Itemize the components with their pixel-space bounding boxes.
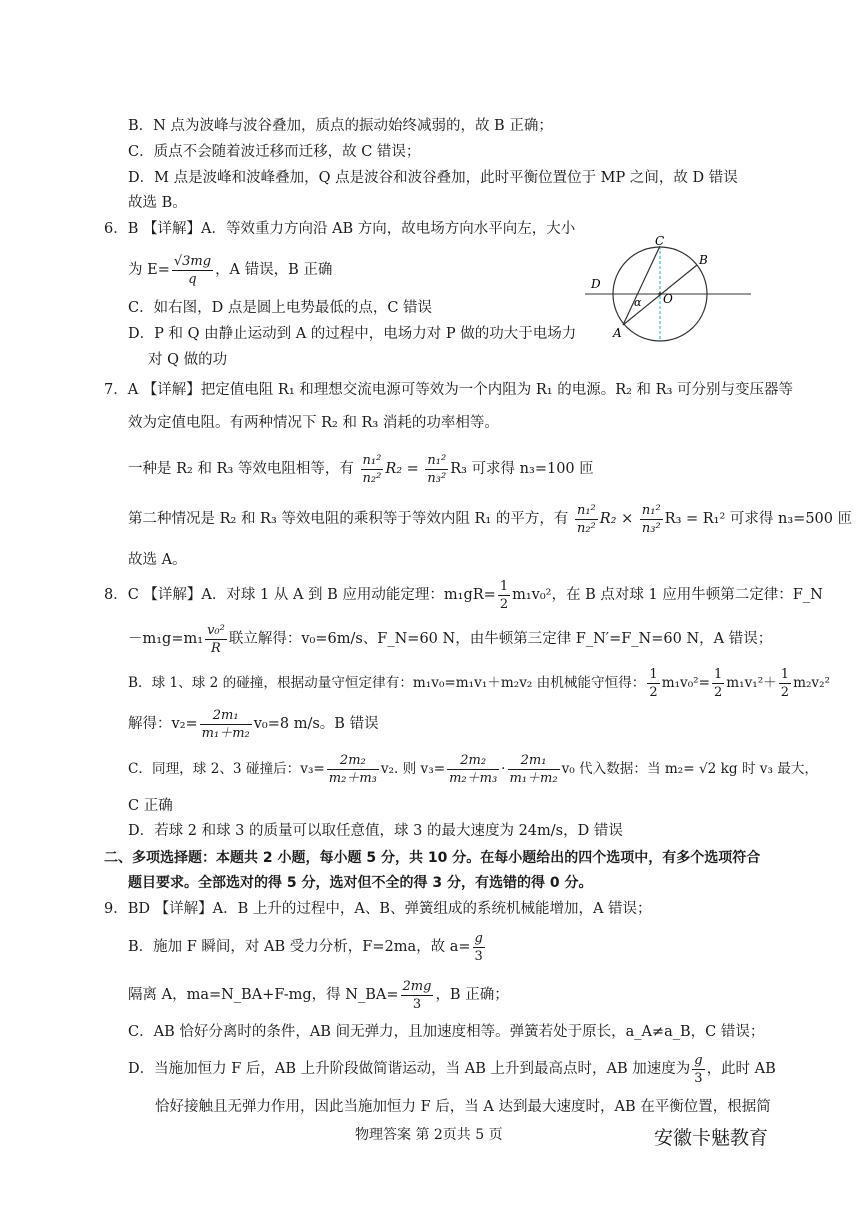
fraction-numerator: 1 bbox=[499, 578, 509, 594]
text-span: 隔离 A，ma=N_BA+F-mg，得 N_BA= bbox=[128, 987, 399, 1003]
fraction bbox=[712, 666, 724, 701]
text-span: m₁v₀²= bbox=[661, 675, 710, 691]
fraction bbox=[692, 1052, 704, 1087]
text-span: ，A 错误，B 正确 bbox=[215, 262, 333, 278]
text-line: B．N 点为波峰与波谷叠加，质点的振动始终减弱的，故 B 正确； bbox=[128, 118, 553, 134]
fraction bbox=[205, 622, 227, 657]
center-point bbox=[658, 292, 661, 295]
fraction-denominator: m₂＋m₃ bbox=[449, 771, 498, 786]
fraction-denominator: 3 bbox=[694, 1070, 703, 1086]
text-line bbox=[128, 705, 379, 743]
text-span: · bbox=[501, 761, 506, 777]
question-7-formula-2 bbox=[128, 500, 852, 538]
text-span: R₂ × bbox=[599, 511, 634, 527]
fraction-numerator: 2m₁ bbox=[200, 707, 252, 725]
question-7-line: 7．A 【详解】把定值电阻 R₁ 和理想交流电源可等效为一个内阻为 R₁ 的电源。R₂ 和 R₃ 可分别与变压器等 bbox=[104, 382, 793, 398]
text-span: m₂v₂² bbox=[793, 675, 830, 691]
fraction bbox=[200, 707, 252, 742]
fraction-denominator: q bbox=[188, 271, 197, 287]
text-line bbox=[128, 665, 830, 701]
fraction-denominator: m₂＋m₃ bbox=[328, 771, 377, 786]
text-line: C．质点不会随着波迁移而迁移，故 C 错误； bbox=[128, 144, 421, 160]
text-span: v₀=8 m/s。B 错误 bbox=[253, 716, 379, 732]
text-span: 解得：v₂= bbox=[128, 716, 198, 732]
fraction bbox=[498, 578, 510, 613]
label-b: B bbox=[699, 253, 708, 267]
fraction-denominator: n₃² bbox=[427, 470, 447, 486]
text-span: ，B 正确； bbox=[435, 987, 509, 1003]
fraction-numerator: 2mg bbox=[402, 978, 432, 994]
fraction-denominator: m₁＋m₂ bbox=[201, 725, 250, 741]
text-span: C．同理，球 2、3 碰撞后：v₃= bbox=[128, 761, 325, 777]
text-span: D．当施加恒力 F 后，AB 上升阶段做简谐运动，当 AB 上升到最高点时，AB 加速度为 bbox=[128, 1061, 691, 1077]
fraction-numerator: g bbox=[474, 930, 483, 946]
fraction-numerator: n₁² bbox=[641, 502, 661, 518]
fraction bbox=[575, 502, 598, 537]
fraction-numerator: 1 bbox=[649, 667, 658, 682]
text-line: C 正确 bbox=[128, 798, 173, 814]
fraction-numerator: 2m₂ bbox=[327, 752, 379, 770]
text-span: B．施加 F 瞬间，对 AB 受力分析，F=2ma，故 a= bbox=[128, 939, 471, 955]
text-span: R₂ = bbox=[385, 461, 419, 477]
question-8-line bbox=[104, 577, 823, 613]
text-span: 第二种情况是 R₂ 和 R₃ 等效电阻的乘积等于等效内阻 R₁ 的平方，有 bbox=[128, 511, 569, 527]
text-line: 故选 B。 bbox=[128, 195, 187, 211]
question-7-formula-1 bbox=[128, 450, 594, 488]
text-span: －m₁g=m₁ bbox=[128, 631, 204, 647]
text-span: m₁v₁²＋ bbox=[726, 675, 777, 691]
fraction-numerator: 1 bbox=[780, 667, 790, 682]
text-span: 为 E= bbox=[128, 262, 170, 278]
text-line: 恰好接触且无弹力作用，因此当施加恒力 F 后，当 A 达到最大速度时，AB 在平衡位置，根据简 bbox=[155, 1099, 771, 1115]
fraction-denominator: 2 bbox=[780, 685, 790, 700]
fraction bbox=[779, 666, 791, 701]
fraction bbox=[647, 666, 659, 701]
text-span: B．球 1、球 2 的碰撞，根据动量守恒定律有：m₁v₀=m₁v₁＋m₂v₂ 由机械能守恒得： bbox=[128, 675, 646, 691]
fraction-numerator: n₁² bbox=[362, 452, 382, 468]
fraction-numerator: √3mg bbox=[173, 253, 212, 269]
fraction bbox=[401, 978, 434, 1013]
fraction-denominator: n₂² bbox=[576, 520, 596, 536]
text-span: m₁v₀²，在 B 点对球 1 应用牛顿第二定律：F_N bbox=[512, 587, 823, 603]
fraction bbox=[447, 752, 499, 787]
section-heading: 二、多项选择题：本题共 2 小题，每小题 5 分，共 10 分。在每小题给出的四个选项中，有多个选项符合 bbox=[104, 850, 761, 866]
label-a: A bbox=[613, 326, 622, 340]
fraction-denominator: 2 bbox=[499, 596, 509, 612]
question-6-line: 6．B 【详解】A．等效重力方向沿 AB 方向，故电场方向水平向左，大小 bbox=[104, 221, 576, 237]
text-span: 8．C 【详解】A．对球 1 从 A 到 B 应用动能定理：m₁gR= bbox=[104, 587, 496, 603]
brand-watermark: 安徽卡魅教育 bbox=[654, 1127, 769, 1149]
fraction bbox=[425, 452, 448, 487]
fraction-denominator: 2 bbox=[714, 685, 723, 700]
label-c: C bbox=[655, 234, 665, 248]
text-span: R₃ 可求得 n₃=100 匝 bbox=[450, 461, 594, 477]
text-line: 故选 A。 bbox=[128, 552, 187, 568]
question-6-formula-line bbox=[128, 252, 332, 288]
label-d: D bbox=[591, 277, 601, 291]
text-line bbox=[128, 928, 487, 966]
text-line bbox=[128, 976, 509, 1014]
text-span: 联立解得：v₀=6m/s、F_N=60 N，由牛顿第三定律 F_N′=F_N=60 N，A 错误； bbox=[228, 631, 773, 647]
question-9-line: 9．BD 【详解】A．B 上升的过程中，A、B、弹簧组成的系统机械能增加，A 错误； bbox=[104, 901, 652, 917]
fraction-denominator: R bbox=[211, 640, 221, 656]
text-line: C．如右图，D 点是圆上电势最低的点，C 错误 bbox=[128, 300, 433, 316]
fraction-denominator: n₃² bbox=[641, 520, 661, 536]
fraction-denominator: 3 bbox=[474, 948, 483, 964]
text-line: 对 Q 做的功 bbox=[148, 352, 228, 368]
fraction-denominator: 2 bbox=[649, 685, 658, 700]
circle-diagram bbox=[585, 232, 755, 347]
fraction bbox=[473, 930, 485, 965]
text-span: ，此时 AB bbox=[706, 1061, 776, 1077]
text-span: 一种是 R₂ 和 R₃ 等效电阻相等，有 bbox=[128, 461, 354, 477]
fraction bbox=[508, 752, 560, 787]
text-line: C．AB 恰好分离时的条件，AB 间无弹力，且加速度相等。弹簧若处于原长，a_A≠a_B，C 错误； bbox=[128, 1024, 765, 1040]
text-line: D．若球 2 和球 3 的质量可以取任意值，球 3 的最大速度为 24m/s，D 错误 bbox=[128, 823, 623, 839]
fraction-numerator: n₁² bbox=[576, 502, 596, 518]
text-span: R₃ = R₁² 可求得 n₃=500 匝 bbox=[664, 511, 853, 527]
fraction bbox=[361, 452, 384, 487]
chord-ac bbox=[623, 246, 660, 325]
page-footer-label: 物理答案 第 2页共 5 页 bbox=[355, 1127, 503, 1143]
fraction-denominator: n₂² bbox=[362, 470, 382, 486]
fraction-numerator: v₀² bbox=[207, 622, 225, 638]
text-line bbox=[128, 620, 772, 658]
label-o: O bbox=[663, 292, 673, 306]
fraction bbox=[640, 502, 663, 537]
text-line: 效为定值电阻。有两种情况下 R₂ 和 R₃ 消耗的功率相等。 bbox=[128, 415, 499, 431]
fraction-denominator: m₁＋m₂ bbox=[509, 771, 558, 786]
fraction bbox=[327, 752, 379, 787]
text-line bbox=[128, 1050, 776, 1088]
text-span: v₀ 代入数据：当 m₂= √2 kg 时 v₃ 最大， bbox=[561, 761, 819, 777]
text-line bbox=[128, 750, 818, 788]
label-alpha: α bbox=[634, 296, 642, 309]
fraction-numerator: 2m₁ bbox=[508, 752, 560, 770]
fraction-numerator: g bbox=[694, 1052, 703, 1068]
fraction-numerator: 2m₂ bbox=[447, 752, 499, 770]
section-heading: 题目要求。全部选对的得 5 分，选对但不全的得 3 分，有选错的得 0 分。 bbox=[128, 875, 593, 891]
text-span: v₂. 则 v₃= bbox=[380, 761, 446, 777]
text-line: D．P 和 Q 由静止运动到 A 的过程中，电场力对 P 做的功大于电场力 bbox=[128, 326, 577, 342]
fraction-denominator: 3 bbox=[412, 996, 422, 1012]
text-line: D．M 点是波峰和波峰叠加，Q 点是波谷和波谷叠加，此时平衡位置位于 MP 之间，故 D 错误 bbox=[128, 170, 738, 186]
fraction-numerator: 1 bbox=[714, 667, 723, 682]
fraction-numerator: n₁² bbox=[427, 452, 447, 468]
fraction bbox=[172, 253, 213, 288]
